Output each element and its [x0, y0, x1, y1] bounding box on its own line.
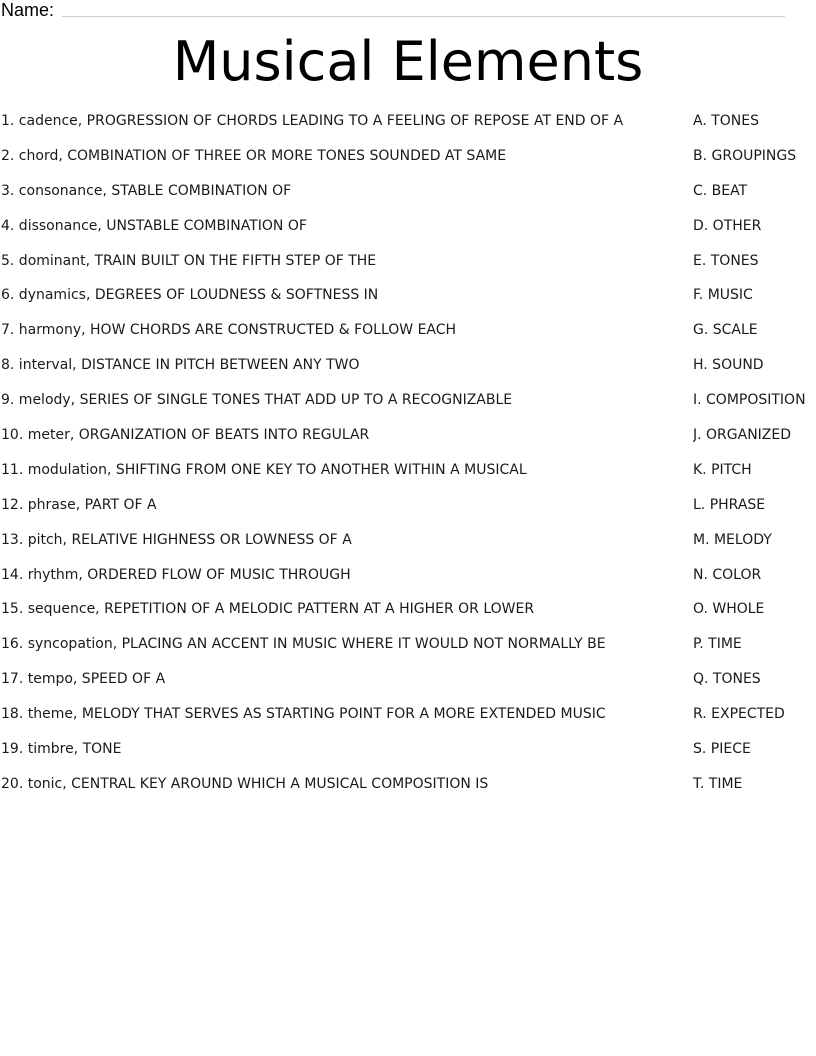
- name-label: Name:: [1, 0, 55, 20]
- clue-4: 4. dissonance, UNSTABLE COMBINATION OF: [1, 217, 307, 234]
- answer-g: G. SCALE: [693, 322, 758, 339]
- clue-6: 6. dynamics, DEGREES OF LOUDNESS & SOFTNESS IN: [1, 287, 379, 304]
- answer-k: K. PITCH: [693, 461, 752, 478]
- clue-5: 5. dominant, TRAIN BUILT ON THE FIFTH STEP OF THE: [1, 252, 377, 269]
- answer-q: Q. TONES: [693, 671, 761, 688]
- matching-row: [0, 354, 816, 389]
- answer-a: A. TONES: [693, 113, 760, 129]
- matching-row: [0, 180, 816, 215]
- clue-18: 18. theme, MELODY THAT SERVES AS STARTING POINT FOR A MORE EXTENDED MUSIC: [1, 706, 606, 723]
- clue-19: 19. timbre, TONE: [1, 741, 122, 758]
- answer-l: L. PHRASE: [693, 496, 766, 513]
- matching-row: [0, 703, 816, 738]
- matching-row: [0, 494, 816, 529]
- answer-p: P. TIME: [693, 636, 742, 653]
- clue-16: 16. syncopation, PLACING AN ACCENT IN MUSIC WHERE IT WOULD NOT NORMALLY BE: [1, 636, 606, 653]
- matching-row: [0, 564, 816, 599]
- answer-b: B. GROUPINGS: [693, 147, 797, 164]
- clue-2: 2. chord, COMBINATION OF THREE OR MORE TONES SOUNDED AT SAME: [1, 147, 507, 164]
- answer-r: R. EXPECTED: [693, 706, 785, 723]
- clue-1: 1. cadence, PROGRESSION OF CHORDS LEADING TO A FEELING OF REPOSE AT END OF A: [1, 113, 624, 129]
- clue-9: 9. melody, SERIES OF SINGLE TONES THAT ADD UP TO A RECOGNIZABLE: [1, 392, 513, 409]
- matching-row: [0, 773, 816, 808]
- clue-17: 17. tempo, SPEED OF A: [1, 671, 166, 688]
- matching-row: [0, 284, 816, 319]
- matching-row: [0, 145, 816, 180]
- answer-s: S. PIECE: [693, 741, 751, 758]
- answer-o: O. WHOLE: [693, 601, 765, 618]
- answer-n: N. COLOR: [693, 566, 762, 583]
- clue-13: 13. pitch, RELATIVE HIGHNESS OR LOWNESS OF A: [1, 531, 352, 548]
- clue-11: 11. modulation, SHIFTING FROM ONE KEY TO ANOTHER WITHIN A MUSICAL: [1, 461, 527, 478]
- matching-row: [0, 668, 816, 703]
- matching-row: [0, 633, 816, 668]
- matching-row: [0, 459, 816, 494]
- matching-list: [0, 110, 816, 808]
- clue-7: 7. harmony, HOW CHORDS ARE CONSTRUCTED & FOLLOW EACH: [1, 322, 457, 339]
- answer-m: M. MELODY: [693, 531, 772, 548]
- page-title: Musical Elements: [172, 30, 644, 93]
- name-row: [0, 0, 790, 22]
- matching-row: [0, 110, 816, 145]
- matching-row: [0, 424, 816, 459]
- matching-row: [0, 215, 816, 250]
- name-underline: [62, 16, 785, 17]
- clue-3: 3. consonance, STABLE COMBINATION OF: [1, 182, 292, 199]
- clue-8: 8. interval, DISTANCE IN PITCH BETWEEN ANY TWO: [1, 357, 360, 374]
- answer-f: F. MUSIC: [693, 287, 753, 304]
- clue-20: 20. tonic, CENTRAL KEY AROUND WHICH A MUSICAL COMPOSITION IS: [1, 775, 489, 792]
- matching-row: [0, 250, 816, 285]
- matching-row: [0, 319, 816, 354]
- matching-row: [0, 529, 816, 564]
- answer-j: J. ORGANIZED: [693, 427, 792, 444]
- answer-c: C. BEAT: [693, 182, 748, 199]
- matching-row: [0, 738, 816, 773]
- clue-15: 15. sequence, REPETITION OF A MELODIC PATTERN AT A HIGHER OR LOWER: [1, 601, 535, 618]
- answer-i: I. COMPOSITION: [693, 392, 806, 409]
- answer-t: T. TIME: [693, 775, 743, 792]
- clue-10: 10. meter, ORGANIZATION OF BEATS INTO REGULAR: [1, 427, 370, 444]
- clue-14: 14. rhythm, ORDERED FLOW OF MUSIC THROUGH: [1, 566, 351, 583]
- matching-row: [0, 389, 816, 424]
- clue-12: 12. phrase, PART OF A: [1, 496, 157, 513]
- answer-d: D. OTHER: [693, 217, 762, 234]
- answer-h: H. SOUND: [693, 357, 764, 374]
- answer-e: E. TONES: [693, 252, 759, 269]
- matching-row: [0, 598, 816, 633]
